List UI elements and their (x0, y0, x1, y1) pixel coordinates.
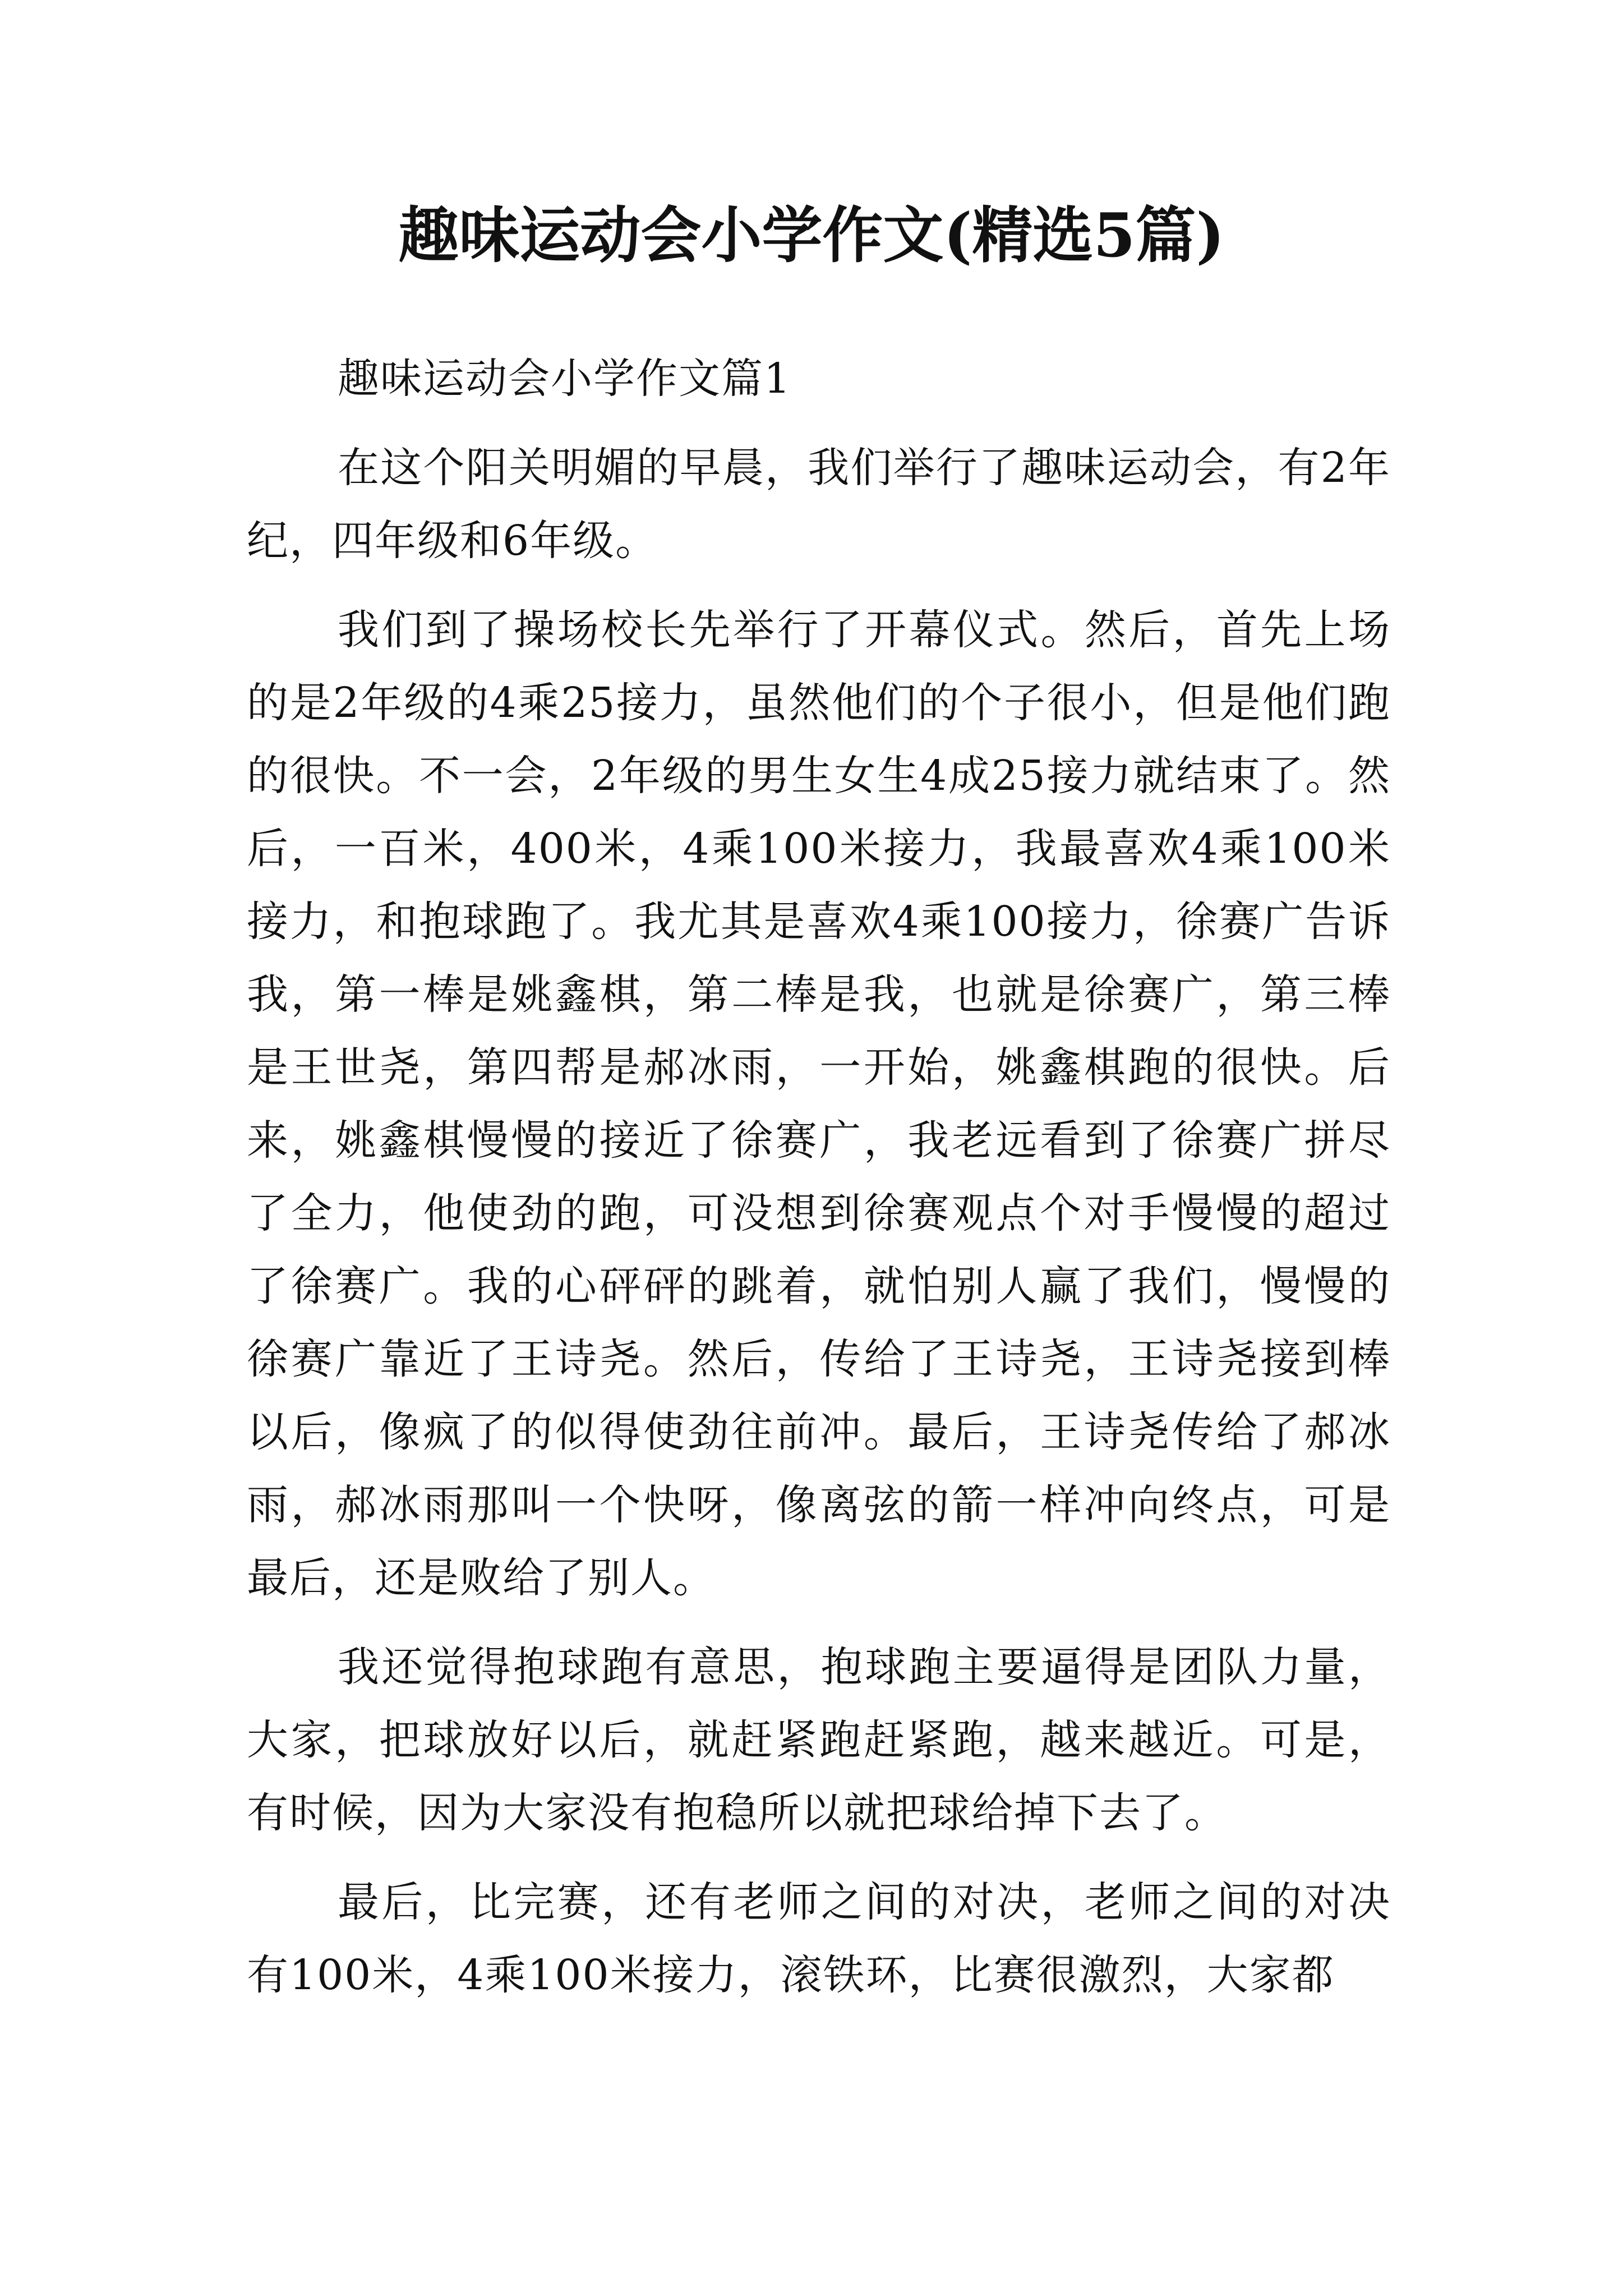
paragraph: 最后，比完赛，还有老师之间的对决，老师之间的对决有100米，4乘100米接力，滚铁环，比赛很激烈，大家都 (247, 1878, 1391, 1999)
section-heading: 趣味运动会小学作文篇1 (338, 355, 792, 403)
document-body (247, 342, 1391, 2028)
paragraph: 我还觉得抱球跑有意思，抱球跑主要逼得是团队力量，大家，把球放好以后，就赶紧跑赶紧跑，越来越近。可是，有时候，因为大家没有抱稳所以就把球给掉下去了。 (247, 1643, 1391, 1837)
document-title: 趣味运动会小学作文(精选5篇) (398, 200, 1225, 271)
paragraph: 我们到了操场校长先举行了开幕仪式。然后，首先上场的是2年级的4乘25接力，虽然他们的个子很小，但是他们跑的很快。不一会，2年级的男生女生4成25接力就结束了。然后，一百米，400米，4乘100米接力，我最喜欢4乘100米接力，和抱球跑了。我尤其是喜欢4乘100接力，徐赛广告诉我，第一棒是姚鑫棋，第二棒是我，也就是徐赛广，第三棒是王世尧，第四帮是郝冰雨，一开始，姚鑫棋跑的很快。后来，姚鑫棋慢慢的接近了徐赛广，我老远看到了徐赛广拼尽了全力，他使劲的跑，可没想到徐赛观点个对手慢慢的超过了徐赛广。我的心砰砰的跳着，就怕别人赢了我们，慢慢的徐赛广靠近了王诗尧。然后，传给了王诗尧，王诗尧接到棒以后，像疯了的似得使劲往前冲。最后，王诗尧传给了郝冰雨，郝冰雨那叫一个快呀，像离弦的箭一样冲向终点，可是最后，还是败给了别人。 (247, 606, 1391, 1602)
paragraph: 在这个阳关明媚的早晨，我们举行了趣味运动会，有2年纪，四年级和6年级。 (247, 444, 1391, 565)
